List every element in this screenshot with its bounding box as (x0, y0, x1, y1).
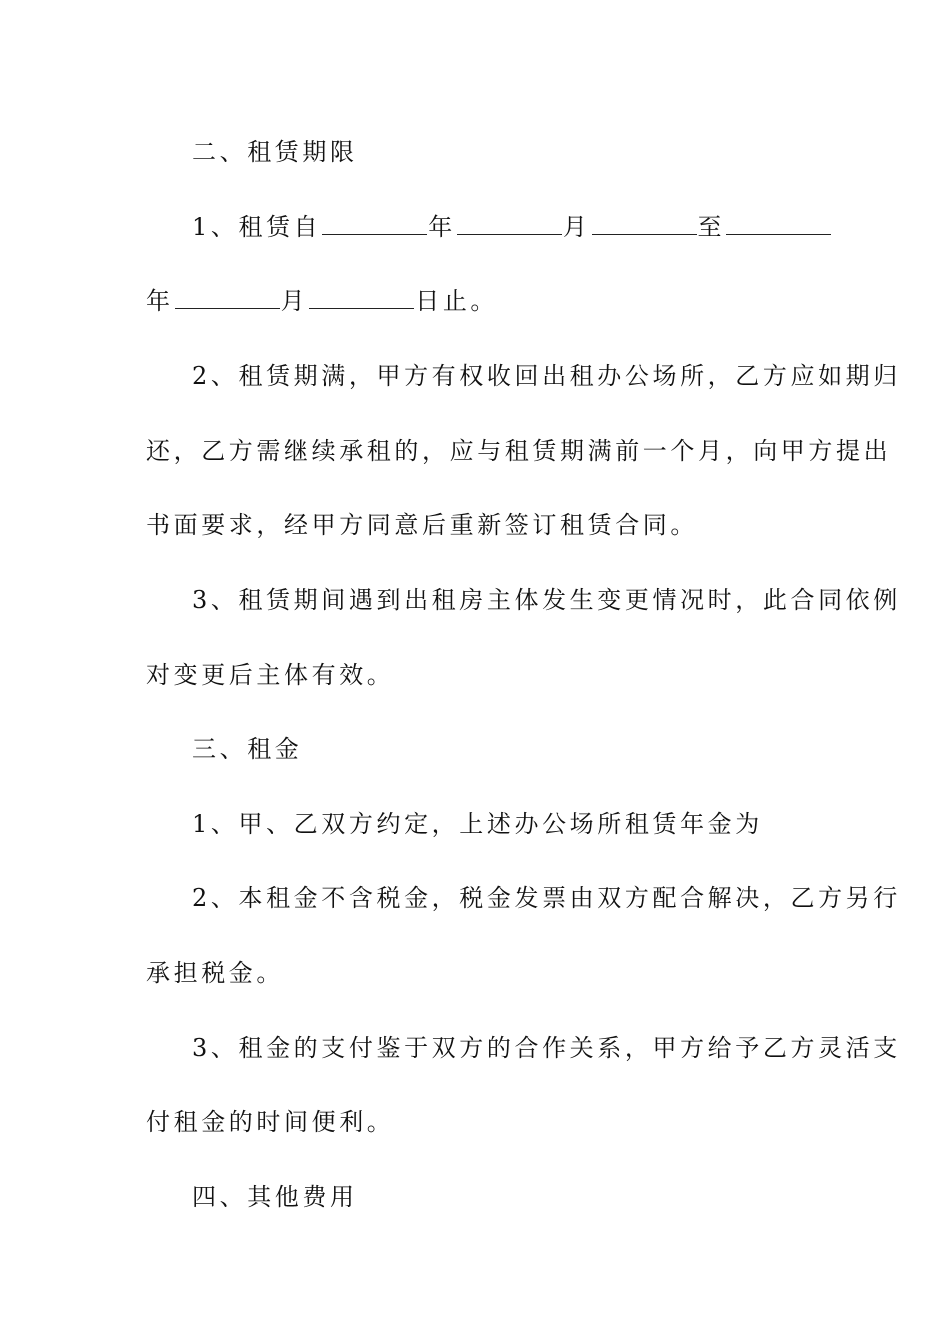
rent-item-1-line-1: 1、甲、乙双方约定，上述办公场所租赁年金为 (192, 810, 763, 838)
text-segment: 1、租赁自 (192, 213, 322, 241)
rent-item-3-line-1: 3、租金的支付鉴于双方的合作关系，甲方给予乙方灵活支 (192, 1034, 901, 1062)
lease-term-item-2-line-1: 2、租赁期满，甲方有权收回出租办公场所，乙方应如期归 (192, 362, 901, 390)
lease-term-item-3-line-2: 对变更后主体有效。 (146, 661, 395, 689)
fill-blank-end-year[interactable] (726, 212, 831, 235)
fill-blank-start-day[interactable] (592, 212, 697, 235)
lease-term-item-3-line-1: 3、租赁期间遇到出租房主体发生变更情况时，此合同依例 (192, 586, 901, 614)
text-segment: 年 (146, 287, 174, 315)
text-segment: 月 (562, 213, 591, 241)
fill-blank-start-year[interactable] (322, 212, 427, 235)
text-segment: 日止。 (415, 287, 499, 315)
text-segment: 月 (280, 287, 309, 315)
rent-item-2-line-2: 承担税金。 (146, 959, 284, 987)
fill-blank-end-month[interactable] (175, 286, 280, 309)
section-heading-other-fees: 四、其他费用 (192, 1183, 358, 1211)
lease-term-item-1-line-2 (146, 286, 806, 316)
rent-item-2-line-1: 2、本租金不含税金，税金发票由双方配合解决，乙方另行 (192, 884, 901, 912)
fill-blank-start-month[interactable] (457, 212, 562, 235)
text-segment: 年 (428, 213, 456, 241)
fill-blank-end-day[interactable] (309, 286, 414, 309)
text-segment: 至 (697, 213, 726, 241)
section-heading-lease-term: 二、租赁期限 (192, 138, 358, 166)
section-heading-rent: 三、租金 (192, 735, 303, 763)
lease-term-item-2-line-2: 还，乙方需继续承租的，应与租赁期满前一个月，向甲方提出 (146, 437, 892, 465)
lease-term-item-1-line-1 (192, 212, 852, 242)
lease-term-item-2-line-3: 书面要求，经甲方同意后重新签订租赁合同。 (146, 511, 698, 539)
rent-item-3-line-2: 付租金的时间便利。 (146, 1108, 395, 1136)
